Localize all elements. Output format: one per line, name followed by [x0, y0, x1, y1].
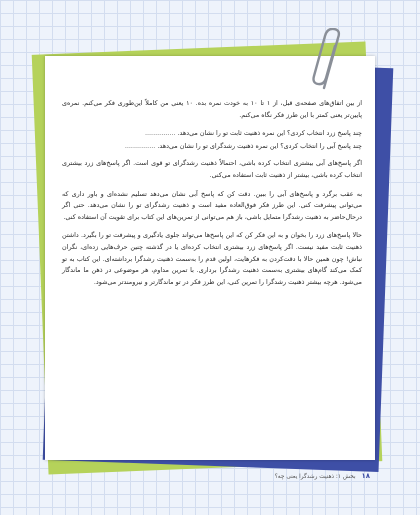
page-footer: [250, 472, 370, 480]
section-title: بخش ۱: ذهنیت رشدگرا یعنی چه؟: [274, 474, 356, 480]
answer-blank-blue: ...............: [124, 141, 156, 150]
answer-blank-yellow: ...............: [144, 129, 176, 138]
paragraph-2: به عقب برگرد و پاسخ‌های آبی را ببین. دقت کن که پاسخ آبی نشان می‌دهد تسلیم نشده‌ای و باور داری که می‌توانی پیشرفت کنی. این طرز فکر فوق‌العاده مفید است و ذهنیت رشدگرای تو را نشان می‌دهد. حتی اگر درحال‌حاضر به ذهنیت رشدگرا متمایل باشی، باز هم می‌توانی از تمرین‌های این کتاب برای تقویت آن استفاده کنی.: [62, 189, 362, 221]
question-yellow: چند پاسخ زرد انتخاب کردی؟ این نمره ذهنیت ثابت تو را نشان می‌دهد. ...............: [144, 129, 362, 138]
paragraph-1: اگر پاسخ‌های آبی بیشتری انتخاب کرده باشی، احتمالاً ذهنیت رشدگرای تو قوی است. اگر پاسخ‌های زرد بیشتری انتخاب کرده باشی، بیشتر از ذهنیت ثابت استفاده می‌کنی.: [62, 159, 362, 179]
paragraph-3: حالا پاسخ‌های زرد را بخوان و به این فکر کن که این پاسخ‌ها می‌تواند جلوی یادگیری و پیشرفت تو را بگیرد. داشتن ذهنیت ثابت مفید نیست. اگر پاسخ‌های زرد بیشتری انتخاب کرده‌ای یا در گذشته چنین حرف‌هایی زده‌ای، نگران نباش! چون همین حالا با دقت‌کردن به فکرهایت، اولین قدم را به‌سمت ذهنیت رشدگرا برداشته‌ای. این کتاب به تو کمک می‌کند گام‌های بیشتری به‌سمت ذهنیت رشدگرا برداری. با تمرین مداوم، هر موضوعی در ذهن ما ماندگار می‌شود. هرچه بیشتر ذهنیت رشدگرا را تمرین کنی، این طرز فکر در تو ماندگارتر و نیرومندتر می‌شود.: [62, 231, 362, 286]
paperclip-icon: [310, 28, 350, 92]
intro-paragraph: از بین اتفاق‌های صفحه‌ی قبل، از ۱ تا ۱۰ به خودت نمره بده. ۱۰ یعنی من کاملاً این‌طوری فکر می‌کنم. نمره‌ی پایین‌تر یعنی کمتر با این طرز فکر نگاه می‌کنم.: [62, 99, 363, 119]
question-blue: چند پاسخ آبی را انتخاب کردی؟ این نمره ذهنیت رشدگرای تو را نشان می‌دهد. ...............: [124, 141, 362, 150]
main-text: [62, 98, 362, 295]
page-number: ۱۸: [361, 472, 370, 480]
questions-block: [62, 128, 362, 152]
